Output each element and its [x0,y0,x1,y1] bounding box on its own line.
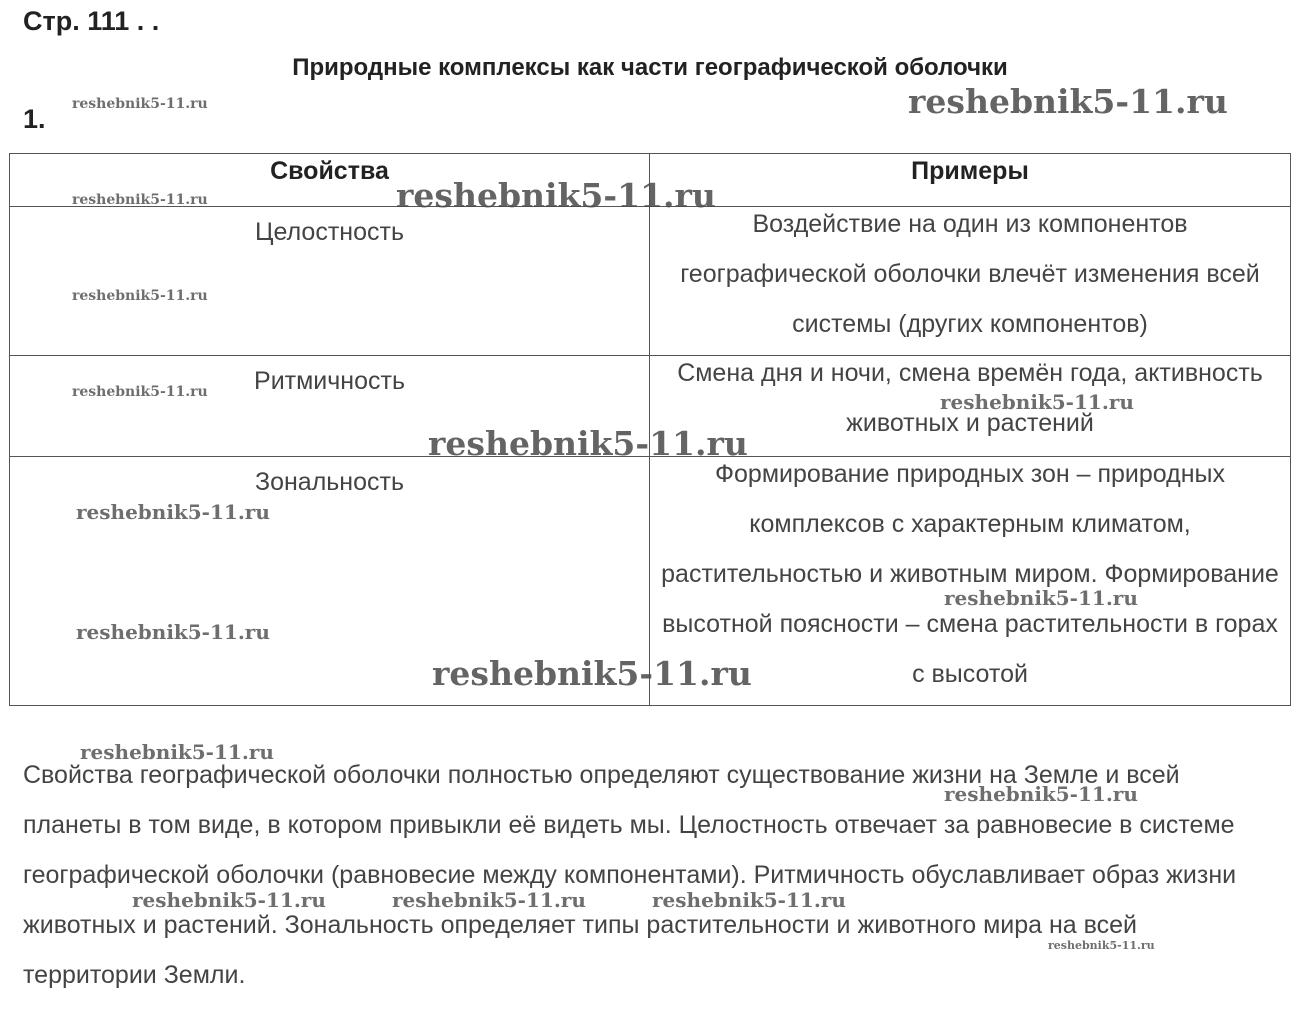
watermark: reshebnik5-11.ru [944,782,1138,806]
table-row [10,356,1291,457]
watermark: reshebnik5-11.ru [908,82,1228,121]
watermark: reshebnik5-11.ru [1048,939,1155,952]
page-label: Стр. 111 . . [23,6,160,36]
example-text: Формирование природных зон – природных комплексов с характерным климатом, растительностью и животным миром. Формирование высотной поясности – смена растительности в горах с высотой [661,460,1279,688]
property-cell: Зональность [10,457,650,706]
watermark: reshebnik5-11.ru [72,96,208,112]
page-title: Природные комплексы как части географической оболочки [292,54,1008,81]
column-header-properties: Свойства [10,154,650,207]
property-cell: Целостность [10,207,650,356]
example-cell [650,457,1291,706]
example-text: Смена дня и ночи, смена времён года, активность животных и растений [677,359,1263,437]
watermark: reshebnik5-11.ru [80,740,274,764]
watermark: reshebnik5-11.ru [396,176,716,215]
watermark: reshebnik5-11.ru [72,288,208,304]
watermark: reshebnik5-11.ru [72,384,208,400]
example-text: Воздействие на один из компонентов географической оболочки влечёт изменения всей системы (других компонентов) [680,210,1260,338]
column-header-examples: Примеры [650,154,1291,207]
watermark: reshebnik5-11.ru [392,888,586,912]
watermark: reshebnik5-11.ru [132,888,326,912]
example-cell [650,356,1291,457]
watermark: reshebnik5-11.ru [940,390,1134,414]
body-paragraph: Свойства географической оболочки полностью определяют существование жизни на Земле и всей планеты в том виде, в котором привыкли её видеть мы. Целостность отвечает за равновесие в системе географической оболочки (равновесие между компонентами). Ритмичность обуславливает образ жизни животных и растений. Зональность определяет типы растительности и животного мира на всей территории Земли. [23,761,1237,989]
task-number: 1. [23,104,46,134]
table-row [10,457,1291,706]
example-cell [650,207,1291,356]
watermark: reshebnik5-11.ru [76,500,270,524]
watermark: reshebnik5-11.ru [76,620,270,644]
property-cell: Ритмичность [10,356,650,457]
watermark: reshebnik5-11.ru [428,424,748,463]
properties-table [9,153,1291,706]
watermark: reshebnik5-11.ru [652,888,846,912]
watermark: reshebnik5-11.ru [72,192,208,208]
table-row [10,207,1291,356]
watermark: reshebnik5-11.ru [944,586,1138,610]
watermark: reshebnik5-11.ru [432,654,752,693]
